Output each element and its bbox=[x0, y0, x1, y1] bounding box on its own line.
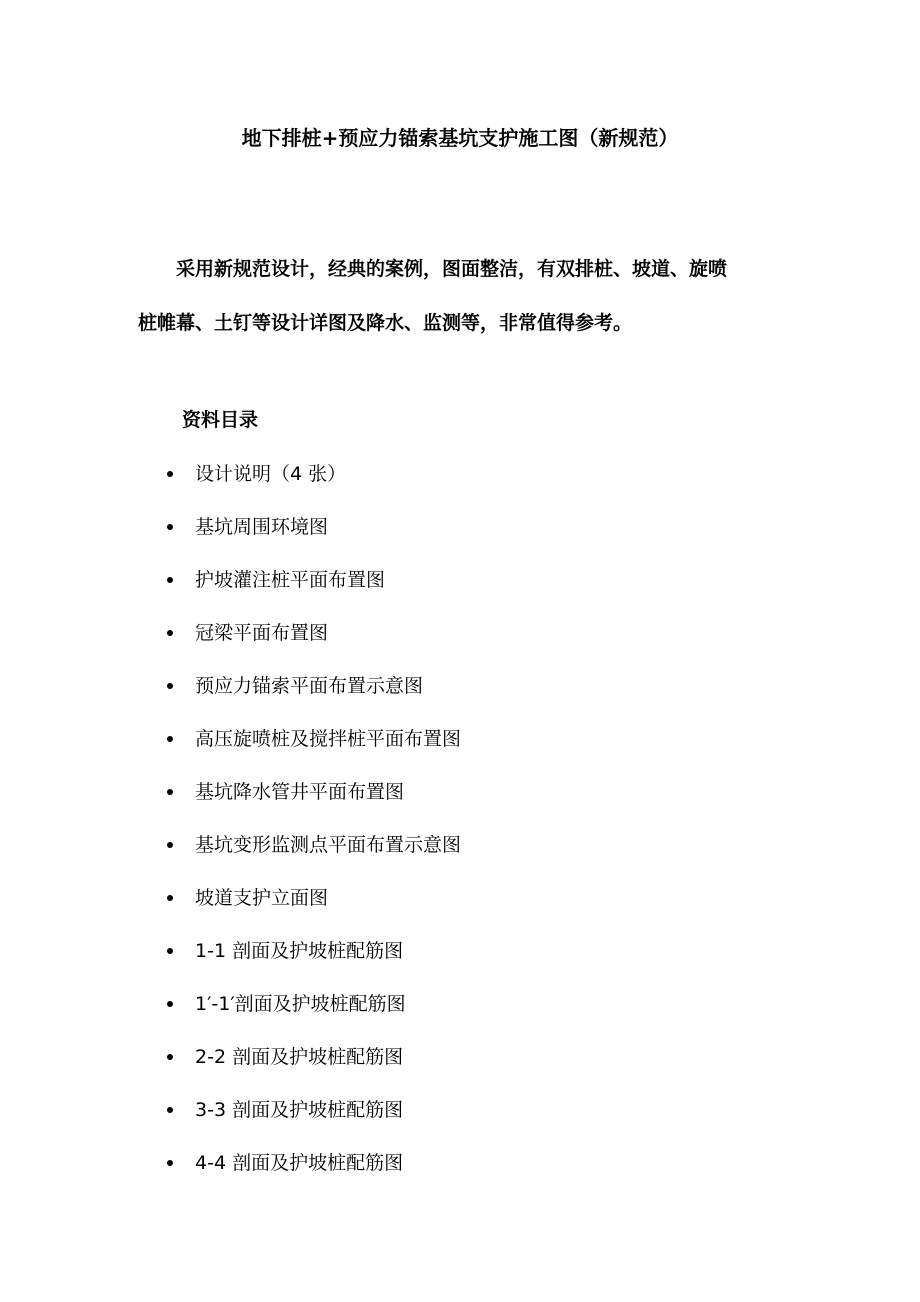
bullet-icon bbox=[167, 683, 173, 689]
bullet-icon bbox=[167, 577, 173, 583]
toc-item bbox=[0, 829, 920, 882]
toc-item bbox=[0, 776, 920, 829]
toc-item bbox=[0, 1094, 920, 1147]
toc-heading: 资料目录 bbox=[182, 409, 259, 431]
toc-item bbox=[0, 935, 920, 988]
toc-item-text: 护坡灌注桩平面布置图 bbox=[195, 569, 386, 591]
bullet-icon bbox=[167, 736, 173, 742]
toc-item-text: 高压旋喷桩及搅拌桩平面布置图 bbox=[195, 728, 462, 750]
toc-item-text: 1′-1′剖面及护坡桩配筋图 bbox=[195, 993, 406, 1015]
toc-item bbox=[0, 564, 920, 617]
bullet-icon bbox=[167, 948, 173, 954]
toc-item bbox=[0, 723, 920, 776]
intro-line-1: 采用新规范设计，经典的案例，图面整洁，有双排桩、坡道、旋喷 bbox=[176, 258, 728, 280]
toc-item-text: 2-2 剖面及护坡桩配筋图 bbox=[195, 1046, 404, 1068]
bullet-icon bbox=[167, 789, 173, 795]
bullet-icon bbox=[167, 1054, 173, 1060]
toc-item bbox=[0, 1041, 920, 1094]
bullet-icon bbox=[167, 1160, 173, 1166]
bullet-icon bbox=[167, 895, 173, 901]
toc-item-text: 基坑周围环境图 bbox=[195, 516, 329, 538]
toc-item-text: 3-3 剖面及护坡桩配筋图 bbox=[195, 1099, 404, 1121]
toc-item bbox=[0, 1147, 920, 1200]
toc-list bbox=[0, 458, 920, 1200]
toc-item-text: 基坑变形监测点平面布置示意图 bbox=[195, 834, 462, 856]
bullet-icon bbox=[167, 471, 173, 477]
toc-item-text: 坡道支护立面图 bbox=[195, 887, 329, 909]
intro-line-2: 桩帷幕、土钉等设计详图及降水、监测等，非常值得参考。 bbox=[138, 312, 633, 334]
bullet-icon bbox=[167, 842, 173, 848]
toc-item-text: 1-1 剖面及护坡桩配筋图 bbox=[195, 940, 404, 962]
bullet-icon bbox=[167, 1001, 173, 1007]
toc-item-text: 冠梁平面布置图 bbox=[195, 622, 329, 644]
toc-item-text: 4-4 剖面及护坡桩配筋图 bbox=[195, 1152, 404, 1174]
toc-item-text: 设计说明（4 张） bbox=[195, 463, 347, 485]
bullet-icon bbox=[167, 1107, 173, 1113]
toc-item-text: 预应力锚索平面布置示意图 bbox=[195, 675, 424, 697]
toc-item-text: 基坑降水管井平面布置图 bbox=[195, 781, 405, 803]
bullet-icon bbox=[167, 630, 173, 636]
toc-item bbox=[0, 882, 920, 935]
document-title: 地下排桩+预应力锚索基坑支护施工图（新规范） bbox=[241, 126, 679, 150]
toc-item bbox=[0, 670, 920, 723]
toc-item bbox=[0, 458, 920, 511]
bullet-icon bbox=[167, 524, 173, 530]
toc-item bbox=[0, 511, 920, 564]
intro-paragraph bbox=[138, 242, 798, 350]
toc-item bbox=[0, 988, 920, 1041]
toc-item bbox=[0, 617, 920, 670]
